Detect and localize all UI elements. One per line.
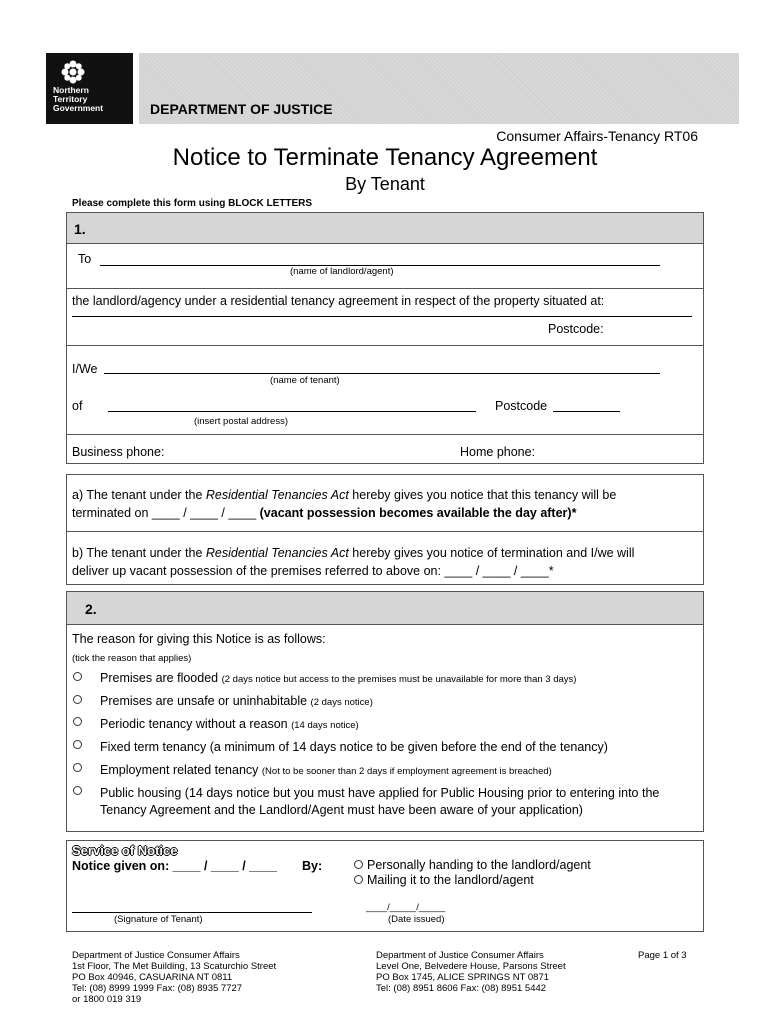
signature-field[interactable] — [72, 912, 312, 913]
department-name: DEPARTMENT OF JUSTICE — [150, 101, 333, 117]
reason-periodic — [100, 717, 359, 731]
option-a-text: hereby gives you notice that this tenancy will be — [348, 488, 617, 502]
reason-public-housing: Public housing (14 days notice but you must have applied for Public Housing prior to entering into the — [100, 786, 660, 800]
form-code: Consumer Affairs-Tenancy RT06 — [496, 128, 698, 144]
footer-line: Level One, Belvedere House, Parsons Street — [376, 961, 566, 972]
property-address-field[interactable] — [72, 316, 692, 317]
reason-public-housing-line2: Tenancy Agreement and the Landlord/Agent must have been aware of your application) — [100, 803, 583, 817]
signature-caption: (Signature of Tenant) — [114, 914, 203, 925]
landlord-caption: (name of landlord/agent) — [290, 266, 394, 277]
reason-text: Premises are unsafe or uninhabitable — [100, 694, 311, 708]
form-instruction: Please complete this form using BLOCK LETTERS — [72, 198, 313, 209]
form-title: Notice to Terminate Tenancy Agreement — [172, 144, 598, 171]
flower-emblem-icon — [60, 59, 86, 85]
option-a-line1 — [72, 488, 616, 502]
logo-text — [53, 86, 103, 113]
tenant-name-field[interactable] — [104, 373, 660, 374]
reason-radio[interactable] — [73, 786, 82, 795]
reason-text: Premises are flooded — [100, 671, 222, 685]
method-radio[interactable] — [354, 860, 363, 869]
postal-address-field[interactable] — [108, 411, 476, 412]
option-b-text: b) The tenant under the — [72, 546, 206, 560]
option-a-date[interactable]: terminated on ____ / ____ / ____ — [72, 506, 260, 520]
option-b-line2[interactable]: deliver up vacant possession of the premises referred to above on: ____ / ____ / ____* — [72, 564, 554, 578]
property-text: the landlord/agency under a residential tenancy agreement in respect of the property situated at: — [72, 294, 605, 308]
date-issued-field[interactable]: ____/_____/_____ — [366, 902, 446, 913]
tenant-caption: (name of tenant) — [270, 375, 340, 386]
logo-line: Government — [53, 103, 104, 113]
section-2-heading: 2. — [85, 601, 97, 617]
logo-line: Northern — [53, 85, 89, 95]
reason-radio[interactable] — [73, 717, 82, 726]
form-subtitle: By Tenant — [345, 174, 425, 194]
footer-darwin-office — [72, 950, 276, 1005]
reason-radio[interactable] — [73, 740, 82, 749]
to-label: To — [78, 252, 92, 266]
option-a-text: a) The tenant under the — [72, 488, 206, 502]
by-label: By: — [302, 859, 323, 873]
logo-line: Territory — [53, 94, 88, 104]
divider — [66, 288, 704, 289]
footer-line: 1st Floor, The Met Building, 13 Scaturchio Street — [72, 961, 277, 972]
section-1-header — [67, 213, 703, 244]
footer-line: Tel: (08) 8951 8606 Fax: (08) 8951 5442 — [376, 983, 547, 994]
option-a-line2 — [72, 506, 576, 520]
option-a-note: (vacant possession becomes available the day after)* — [259, 506, 577, 520]
footer-line: or 1800 019 319 — [72, 994, 142, 1005]
business-phone-label: Business phone: — [72, 445, 165, 459]
reason-radio[interactable] — [73, 695, 82, 704]
reason-text: Periodic tenancy without a reason — [100, 717, 292, 731]
footer-line: Department of Justice Consumer Affairs — [376, 950, 544, 961]
reason-radio[interactable] — [73, 672, 82, 681]
reason-note: (2 days notice) — [310, 697, 373, 708]
section-1-heading: 1. — [74, 221, 86, 237]
option-b-line1 — [72, 546, 634, 560]
footer-alice-springs-office — [376, 950, 566, 994]
tick-hint: (tick the reason that applies) — [72, 653, 192, 664]
footer-line: Department of Justice Consumer Affairs — [72, 950, 240, 961]
home-phone-label: Home phone: — [460, 445, 536, 459]
divider — [66, 531, 704, 532]
footer-line: PO Box 40946, CASUARINA NT 0811 — [72, 972, 233, 983]
reason-note: (14 days notice) — [291, 720, 359, 731]
postcode-label: Postcode: — [548, 322, 604, 336]
page-number: Page 1 of 3 — [638, 950, 687, 961]
act-name: Residential Tenancies Act — [205, 488, 349, 502]
reason-fixed-term: Fixed term tenancy (a minimum of 14 days notice to be given before the end of the tenancy) — [100, 740, 608, 754]
divider — [66, 345, 704, 346]
act-name: Residential Tenancies Act — [205, 546, 349, 560]
section-2-header — [67, 592, 703, 625]
method-personal: Personally handing to the landlord/agent — [367, 858, 591, 872]
reason-flooded — [100, 671, 576, 685]
of-label: of — [72, 399, 83, 413]
iwe-label: I/We — [72, 362, 98, 376]
service-heading: Service of Notice — [72, 843, 178, 858]
reason-note: (2 days notice but access to the premises must be unavailable for more than 3 days) — [221, 674, 577, 685]
address-caption: (insert postal address) — [194, 416, 288, 427]
notice-given-on[interactable]: Notice given on: ____ / ____ / ____ — [72, 859, 277, 873]
date-caption: (Date issued) — [388, 914, 445, 925]
section-1-box — [66, 212, 704, 464]
nt-government-logo — [46, 53, 133, 124]
method-radio[interactable] — [354, 875, 363, 884]
postcode-field[interactable] — [553, 411, 620, 412]
postcode-label-2: Postcode — [495, 399, 548, 413]
reason-unsafe — [100, 694, 373, 708]
footer-line: Tel: (08) 8999 1999 Fax: (08) 8935 7727 — [72, 983, 243, 994]
reason-radio[interactable] — [73, 763, 82, 772]
option-b-text: hereby gives you notice of termination and I/we will — [348, 546, 635, 560]
reason-note: (Not to be sooner than 2 days if employment agreement is breached) — [261, 766, 552, 777]
footer-line: PO Box 1745, ALICE SPRINGS NT 0871 — [376, 972, 550, 983]
reason-text: Employment related tenancy — [100, 763, 262, 777]
reason-intro: The reason for giving this Notice is as follows: — [72, 632, 326, 646]
reason-employment — [100, 763, 552, 777]
method-mail: Mailing it to the landlord/agent — [367, 873, 534, 887]
divider — [66, 434, 704, 435]
